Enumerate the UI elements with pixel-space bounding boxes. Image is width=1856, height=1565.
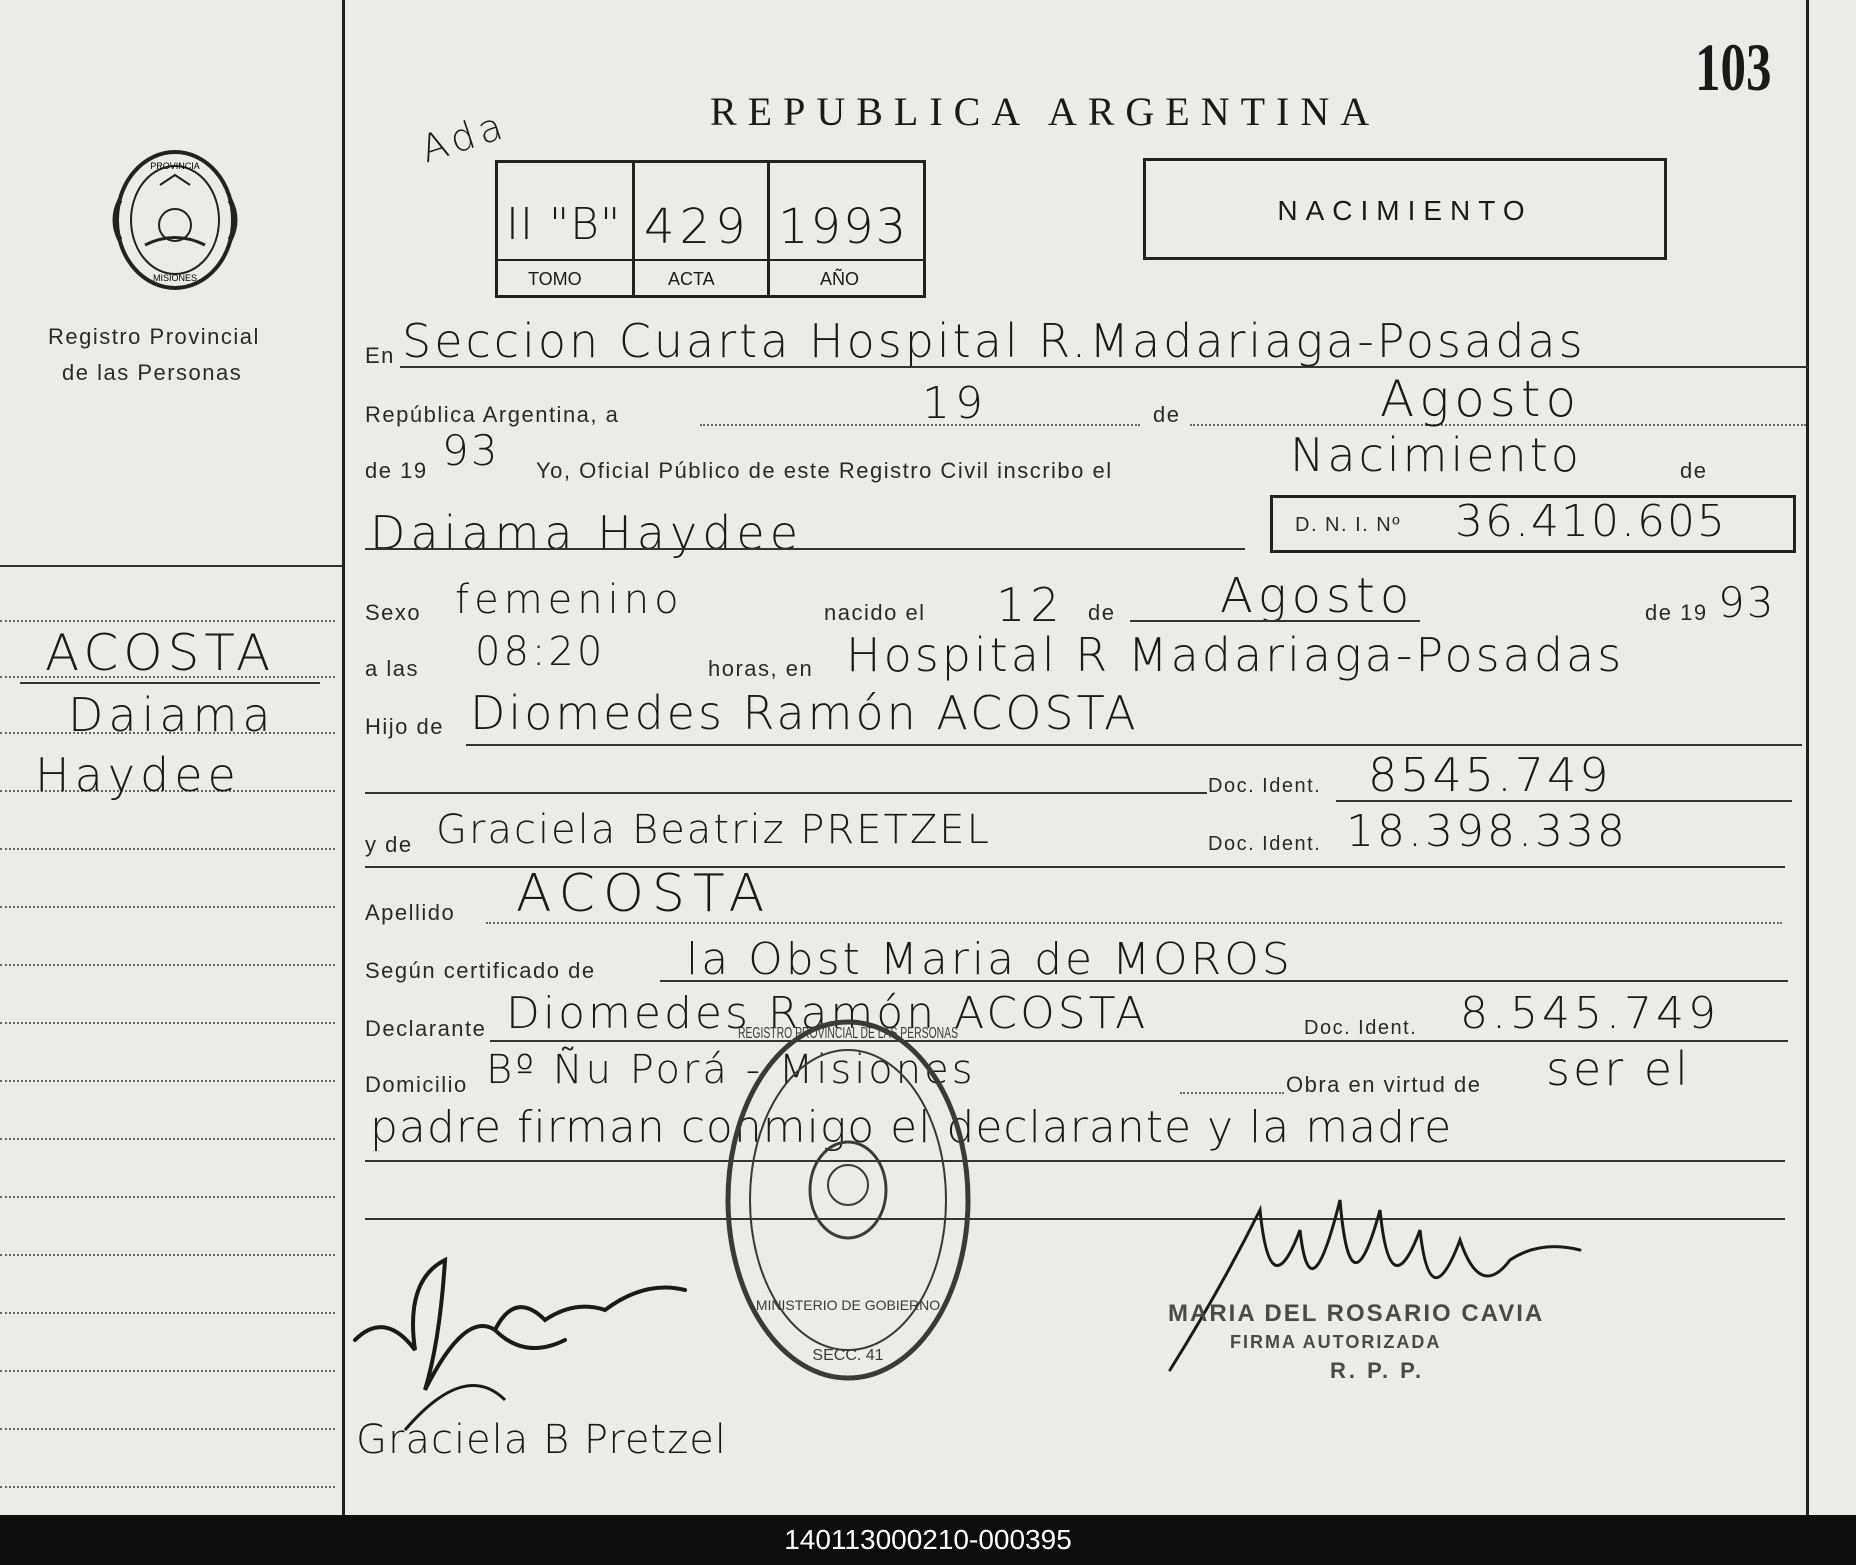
margin-line	[0, 1254, 335, 1256]
acta-label: ACTA	[668, 269, 715, 289]
right-border	[1806, 0, 1809, 1515]
line	[365, 548, 1245, 550]
margin-line	[0, 1080, 335, 1082]
record-type-box	[1143, 158, 1667, 260]
record-number-box	[495, 160, 926, 298]
nacido-label: nacido el	[824, 600, 926, 625]
left-separator	[0, 565, 342, 567]
alas-label: a las	[365, 656, 419, 681]
margin-line	[0, 1486, 335, 1488]
continuation-text: padre firman conmigo el declarante y la madre	[370, 1102, 1453, 1153]
official-org: R. P. P.	[1330, 1358, 1425, 1383]
anio-label: AÑO	[820, 269, 860, 289]
mother-doc-label: Doc. Ident.	[1208, 833, 1322, 855]
domicilio-value: Bº Ñu Porá - Misiones	[486, 1047, 976, 1093]
dni-value: 36.410.605	[1455, 496, 1727, 547]
declarante-doc-label: Doc. Ident.	[1304, 1017, 1418, 1039]
horas-label: horas, en	[708, 656, 814, 681]
margin-note: Ada	[415, 102, 513, 172]
margin-name1: Daiama	[68, 688, 276, 742]
margin-line	[0, 1022, 335, 1024]
margin-line	[0, 1138, 335, 1140]
day-value: 19	[922, 378, 988, 429]
declarante-name: Diomedes Ramón ACOSTA	[506, 988, 1149, 1039]
anio-value: 1993	[778, 199, 909, 255]
birth-month: Agosto	[1220, 568, 1415, 624]
line	[400, 366, 1808, 368]
province-seal-icon	[100, 145, 250, 295]
margin-line	[0, 1312, 335, 1314]
inscribo-value: Nacimiento	[1290, 428, 1582, 482]
line	[365, 1160, 1785, 1162]
footer-code: 140113000210-000395	[784, 1524, 1072, 1555]
dni-box	[1270, 495, 1796, 553]
declarante-doc: 8.545.749	[1460, 988, 1720, 1039]
domicilio-label: Domicilio	[365, 1072, 468, 1097]
obra-value: ser el	[1546, 1042, 1691, 1096]
de2-label: de	[1088, 600, 1116, 625]
birth-day: 12	[996, 578, 1065, 632]
sexo-value: femenino	[455, 577, 684, 623]
de-label: de	[1153, 402, 1181, 427]
mother-doc: 18.398.338	[1346, 806, 1628, 857]
mother-name: Graciela Beatriz PRETZEL	[436, 807, 991, 853]
official-title: FIRMA AUTORIZADA	[1230, 1332, 1442, 1352]
margin-line	[0, 906, 335, 908]
father-doc: 8545.749	[1368, 748, 1612, 802]
mother-signature: Graciela B Pretzel	[356, 1417, 727, 1463]
month-value: Agosto	[1380, 370, 1582, 428]
line	[486, 922, 1782, 924]
margin-name2: Haydee	[35, 748, 241, 802]
stamp-bottom-text: SECC. 41	[812, 1347, 884, 1364]
hour-value: 08:20	[475, 629, 606, 675]
declarante-label: Declarante	[365, 1016, 487, 1041]
tomo-label: TOMO	[528, 269, 582, 289]
seal-bottom-text: MISIONES	[152, 273, 198, 283]
margin-line	[0, 964, 335, 966]
seccion-value: Seccion Cuarta Hospital R.Madariaga-Posadas	[402, 314, 1586, 368]
segun-value: la Obst Maria de MOROS	[686, 934, 1293, 985]
birthplace-value: Hospital R Madariaga-Posadas	[846, 628, 1625, 682]
official-name: MARIA DEL ROSARIO CAVIA	[1168, 1300, 1545, 1327]
seal-top-text: PROVINCIA	[150, 161, 200, 171]
line	[1336, 800, 1792, 802]
line	[700, 424, 1140, 426]
sexo-label: Sexo	[365, 600, 422, 625]
stamp-text: REGISTRO PROVINCIAL DE LAS PERSONAS	[738, 1025, 958, 1042]
inscribo-label: Yo, Oficial Público de este Registro Civil inscribo el	[536, 458, 1113, 483]
father-name: Diomedes Ramón ACOSTA	[470, 686, 1139, 740]
line	[1180, 1092, 1284, 1094]
stamp-inner-text: MINISTERIO DE GOBIERNO	[755, 1297, 941, 1313]
line	[365, 792, 1207, 794]
republica-label: República Argentina, a	[365, 402, 620, 427]
obra-label: Obra en virtud de	[1286, 1072, 1482, 1097]
de-suffix: de	[1680, 458, 1708, 483]
margin-underline	[20, 682, 320, 684]
yde-label: y de	[365, 832, 413, 857]
line	[660, 980, 1788, 982]
line	[466, 744, 1802, 746]
org-name-line2: de las Personas	[62, 360, 243, 385]
segun-label: Según certificado de	[365, 958, 596, 983]
margin-line	[0, 1196, 335, 1198]
official-signature-icon	[1160, 1170, 1600, 1390]
footer-bar	[0, 1515, 1856, 1565]
line	[1130, 620, 1420, 622]
margin-line	[0, 1428, 335, 1430]
tomo-value: II "B"	[506, 199, 622, 250]
page-number: 103	[1695, 29, 1772, 105]
margin-line	[0, 1370, 335, 1372]
birth-year: 93	[1718, 578, 1776, 627]
en-label: En	[365, 343, 395, 368]
year-value: 93	[442, 426, 500, 475]
de19b-label: de 19	[1645, 600, 1708, 625]
apellido-label: Apellido	[365, 900, 456, 925]
acta-value: 429	[644, 199, 751, 255]
document-title: REPUBLICA ARGENTINA	[710, 89, 1381, 134]
org-name-line1: Registro Provincial	[48, 324, 260, 349]
child-name: Daiama Haydee	[370, 506, 803, 560]
dni-label: D. N. I. Nº	[1295, 514, 1402, 536]
de19-label: de 19	[365, 458, 428, 483]
margin-line	[0, 848, 335, 850]
hijo-label: Hijo de	[365, 714, 444, 739]
record-type-label: NACIMIENTO	[1277, 195, 1533, 226]
margin-line	[0, 620, 335, 622]
father-doc-label: Doc. Ident.	[1208, 775, 1322, 797]
apellido-value: ACOSTA	[516, 864, 773, 924]
margin-surname: ACOSTA	[45, 624, 276, 682]
